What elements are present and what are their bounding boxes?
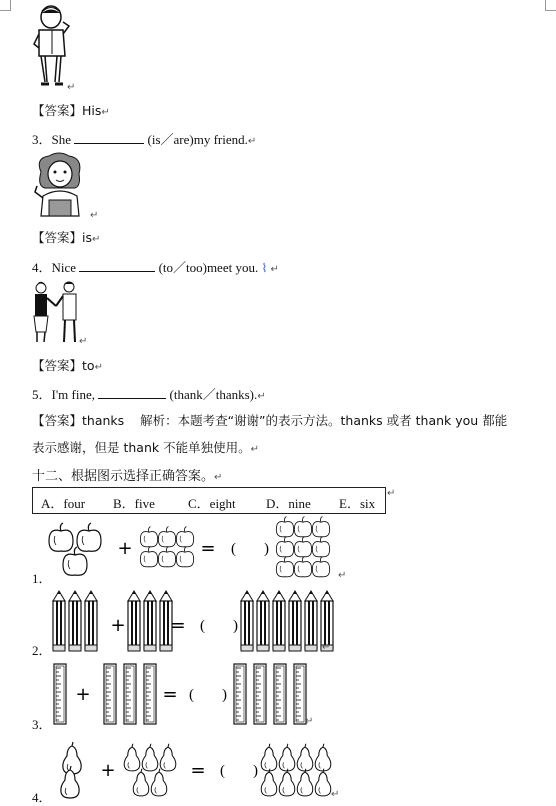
equals-sign: = (162, 684, 178, 705)
equation-number: 2． (32, 643, 52, 658)
paragraph-mark: ↵ (90, 210, 99, 221)
paragraph-mark: ↵ (67, 82, 76, 93)
option-e: E．six (339, 496, 376, 511)
analysis-continued: 表示感谢，但是 thank 不能单独使用。↵ (32, 440, 259, 455)
paragraph-mark: ↵ (387, 488, 396, 499)
paragraph-mark: ↵ (338, 570, 347, 581)
equation-number: 4． (32, 790, 52, 805)
plus-sign: + (110, 615, 126, 636)
plus-sign: + (75, 684, 91, 705)
pear-group-right (124, 744, 176, 796)
paragraph-mark: ↵ (322, 642, 331, 653)
answer-paren-close: ) (233, 618, 238, 634)
answer-paren-close: ) (222, 687, 227, 703)
equation-number: 1． (32, 571, 52, 586)
question-5: 5．I'm fine, (thank／thanks).↵ (32, 387, 266, 402)
paragraph-mark: ↵ (79, 336, 88, 347)
analysis-text: 解析：本题考查“谢谢”的表示方法。thanks 或者 thank you 都能 (140, 413, 508, 428)
option-b: B．five (113, 496, 155, 511)
equals-sign: = (190, 760, 206, 781)
pear-group-result (261, 744, 331, 796)
answer-paren-open: ( (200, 618, 205, 634)
option-c: C．eight (188, 496, 236, 511)
option-a: A．four (41, 496, 86, 511)
pear-group-left (61, 742, 81, 798)
answer-paren-open: ( (231, 541, 236, 557)
plus-sign: + (100, 760, 116, 781)
paragraph-mark: ↵ (331, 789, 340, 800)
answer-paren-open: ( (189, 687, 194, 703)
equals-sign: = (170, 615, 186, 636)
answer-paren-close: ) (253, 763, 258, 779)
answer-3: 【答案】is↵ (32, 230, 101, 245)
equation-number: 3． (32, 717, 52, 732)
question-4: 4．Nice (to／too)meet you. ⌇ ↵ (32, 260, 279, 275)
answer-4: 【答案】to↵ (32, 358, 103, 373)
answer-1: 【答案】His↵ (32, 103, 110, 118)
option-d: D．nine (266, 496, 311, 511)
answer-paren-open: ( (220, 763, 225, 779)
paragraph-mark: ↵ (305, 716, 314, 727)
section-title: 十二、根据图示选择正确答案。↵ (32, 469, 223, 484)
answer-5: 【答案】thanks 解析：本题考查“谢谢”的表示方法。thanks 或者 thank you 都能 (32, 413, 508, 428)
equals-sign: = (200, 538, 216, 559)
question-3: 3．She (is／are)my friend.↵ (32, 132, 257, 147)
plus-sign: + (117, 538, 133, 559)
answer-paren-close: ) (264, 541, 269, 557)
